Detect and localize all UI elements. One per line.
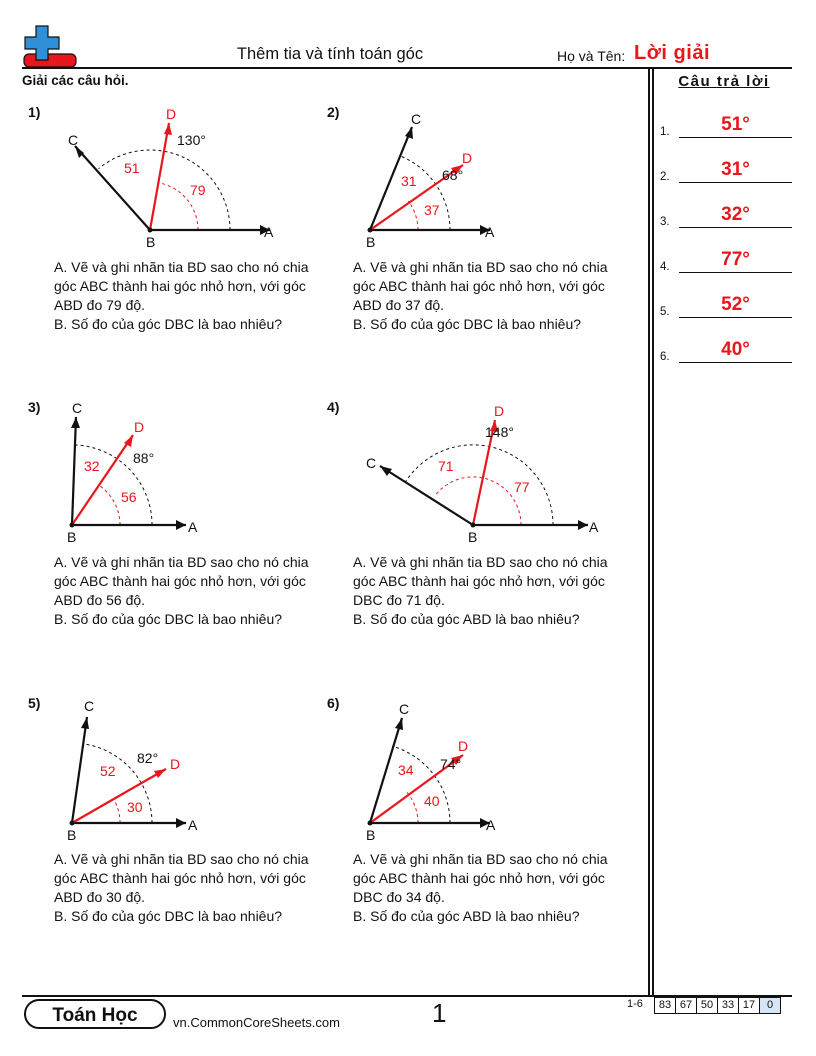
point-b-label: B (366, 827, 376, 843)
problem-part-a: A. Vẽ và ghi nhãn tia BD sao cho nó chia góc ABC thành hai góc nhỏ hơn, với góc ABD đo 37 độ. (353, 259, 608, 313)
point-b-label: B (67, 827, 77, 843)
problem-text (54, 258, 322, 334)
answer-line (679, 317, 792, 318)
answer-key-title: Câu trả lời (678, 73, 770, 90)
problem-text (54, 850, 322, 926)
point-b-label: B (67, 529, 77, 545)
answer-number: 1. (660, 126, 670, 138)
problem-part-a: A. Vẽ và ghi nhãn tia BD sao cho nó chia góc ABC thành hai góc nhỏ hơn, với góc ABD đo 79 độ. (54, 259, 309, 313)
point-a-label: A (486, 817, 496, 833)
problem-part-b: B. Số đo của góc ABD là bao nhiêu? (353, 611, 580, 627)
answer-value: 77° (721, 249, 750, 270)
problem-number: 1) (28, 104, 41, 120)
score-cell: 83 (654, 997, 676, 1014)
problem-text (353, 553, 621, 629)
score-cell: 17 (738, 997, 760, 1014)
answer-row (660, 341, 792, 363)
answer-number: 4. (660, 261, 670, 273)
angle-dbc-value: 32 (84, 458, 100, 474)
angle-abc-label: 74° (440, 756, 462, 772)
brand-badge: Toán Học (24, 999, 166, 1029)
problem-part-b: B. Số đo của góc DBC là bao nhiêu? (353, 316, 582, 332)
angle-abd-value: 40 (424, 793, 440, 809)
column-divider-right (652, 67, 654, 995)
angle-abd-value: 56 (121, 489, 137, 505)
answer-number: 5. (660, 306, 670, 318)
problem-part-a: A. Vẽ và ghi nhãn tia BD sao cho nó chia góc ABC thành hai góc nhỏ hơn, với góc ABD đo 56 độ. (54, 554, 309, 608)
problem-range: 1-6 (627, 998, 643, 1010)
problem-text (54, 553, 322, 629)
point-d-label: D (494, 403, 505, 419)
point-a-label: A (589, 519, 599, 535)
answer-row (660, 161, 792, 183)
problem-part-a: A. Vẽ và ghi nhãn tia BD sao cho nó chia góc ABC thành hai góc nhỏ hơn, với góc DBC đo 71 độ. (353, 554, 608, 608)
point-b-label: B (468, 529, 478, 545)
problem-part-b: B. Số đo của góc ABD là bao nhiêu? (353, 908, 580, 924)
answer-value: 31° (721, 159, 750, 180)
problem-part-a: A. Vẽ và ghi nhãn tia BD sao cho nó chia góc ABC thành hai góc nhỏ hơn, với góc ABD đo 30 độ. (54, 851, 309, 905)
name-label: Họ và Tên: (557, 48, 626, 64)
score-cell: 0 (759, 997, 781, 1014)
problem-number: 3) (28, 399, 41, 415)
point-d-label: D (134, 419, 145, 435)
answer-value: 51° (721, 114, 750, 135)
instructions: Giải các câu hỏi. (22, 73, 129, 88)
problem-part-b: B. Số đo của góc DBC là bao nhiêu? (54, 908, 283, 924)
angle-abd-value: 79 (190, 182, 206, 198)
point-d-label: D (462, 150, 473, 166)
answer-line (679, 362, 792, 363)
point-c-label: C (68, 132, 79, 148)
point-b-label: B (366, 234, 376, 250)
point-c-label: C (399, 701, 410, 717)
header-divider (22, 67, 792, 69)
angle-abc-label: 82° (137, 750, 159, 766)
angle-dbc-value: 52 (100, 763, 116, 779)
point-c-label: C (84, 698, 95, 714)
point-a-label: A (485, 224, 495, 240)
name-value: Lời giải (634, 42, 711, 64)
math-logo-icon (22, 24, 78, 68)
answer-value: 40° (721, 339, 750, 360)
answer-line (679, 182, 792, 183)
score-cell: 50 (696, 997, 718, 1014)
point-c-label: C (411, 111, 422, 127)
page-number: 1 (432, 998, 447, 1028)
point-a-label: A (188, 519, 198, 535)
point-a-label: A (188, 817, 198, 833)
angle-abc-label: 68° (442, 167, 464, 183)
angle-dbc-value: 31 (401, 173, 417, 189)
answer-value: 32° (721, 204, 750, 225)
answer-row (660, 116, 792, 138)
angle-abc-label: 130° (177, 132, 206, 148)
answer-row (660, 251, 792, 273)
problem-number: 2) (327, 104, 340, 120)
angle-abd-value: 77 (514, 479, 530, 495)
point-c-label: C (366, 455, 377, 471)
answer-value: 52° (721, 294, 750, 315)
answer-row (660, 296, 792, 318)
answer-number: 2. (660, 171, 670, 183)
page-title: Thêm tia và tính toán góc (236, 45, 424, 63)
angle-abc-label: 148° (485, 424, 514, 440)
problem-part-a: A. Vẽ và ghi nhãn tia BD sao cho nó chia góc ABC thành hai góc nhỏ hơn, với góc DBC đo 34 độ. (353, 851, 608, 905)
answer-row (660, 206, 792, 228)
point-d-label: D (458, 738, 469, 754)
score-cell: 33 (717, 997, 739, 1014)
problem-text (353, 850, 621, 926)
problem-part-b: B. Số đo của góc DBC là bao nhiêu? (54, 611, 283, 627)
problem-number: 6) (327, 695, 340, 711)
point-b-label: B (146, 234, 156, 250)
angle-dbc-value: 71 (438, 458, 454, 474)
problem-number: 4) (327, 399, 340, 415)
answer-number: 3. (660, 216, 670, 228)
problem-number: 5) (28, 695, 41, 711)
angle-abd-value: 30 (127, 799, 143, 815)
point-d-label: D (166, 106, 177, 122)
answer-line (679, 227, 792, 228)
point-c-label: C (72, 400, 83, 416)
angle-abd-value: 37 (424, 202, 440, 218)
column-divider-left (648, 67, 650, 995)
score-table (655, 997, 781, 1014)
answer-number: 6. (660, 351, 670, 363)
point-a-label: A (264, 224, 274, 240)
answer-line (679, 272, 792, 273)
problem-text (353, 258, 621, 334)
angle-dbc-value: 34 (398, 762, 414, 778)
score-cell: 67 (675, 997, 697, 1014)
site-url[interactable]: vn.CommonCoreSheets.com (173, 1015, 340, 1030)
answer-line (679, 137, 792, 138)
problem-part-b: B. Số đo của góc DBC là bao nhiêu? (54, 316, 283, 332)
angle-dbc-value: 51 (124, 160, 140, 176)
point-d-label: D (170, 756, 181, 772)
angle-abc-label: 88° (133, 450, 155, 466)
